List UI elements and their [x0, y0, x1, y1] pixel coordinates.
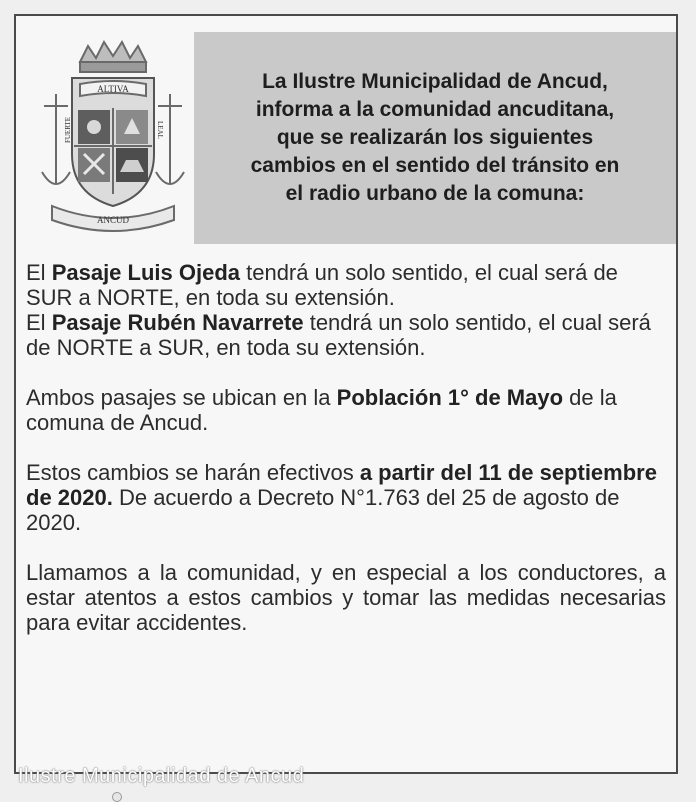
announcement-line: La Ilustre Municipalidad de Ancud, [262, 70, 608, 93]
paragraph-ruben-navarrete [26, 310, 666, 360]
paragraph-effective-date [26, 460, 666, 535]
text-span: El [26, 260, 52, 285]
neighborhood-name: Población 1° de Mayo [336, 385, 564, 410]
announcement-line: el radio urbano de la comuna: [285, 182, 585, 205]
street-name: Pasaje Luis Ojeda [51, 260, 240, 285]
motto-top-text: ALTIVA [97, 84, 129, 94]
text-span: tendrá un solo sentido, el cual será de SUR a NORTE, en toda su extensión. [26, 260, 618, 310]
footer-dot-icon [112, 792, 122, 802]
motto-right-text: LEAL [156, 121, 164, 139]
announcement-line: cambios en el sentido del tránsito en [250, 154, 620, 177]
effective-date: a partir del 11 de septiembre de 2020. [26, 460, 657, 510]
text-span: Estos cambios se harán efectivos [26, 460, 360, 485]
announcement-text [251, 68, 620, 208]
text-span: de la comuna de Ancud. [26, 385, 617, 435]
ancud-coat-of-arms [34, 34, 192, 239]
street-name: Pasaje Rubén Navarrete [51, 310, 304, 335]
text-span: El [26, 310, 52, 335]
city-scroll-text: ANCUD [96, 215, 130, 225]
motto-left-text: FUERTE [64, 116, 72, 144]
footer-caption: Ilustre Municipalidad de Ancud [18, 765, 305, 787]
announcement-box [194, 32, 676, 244]
announcement-line: informa a la comunidad ancuditana, [255, 98, 615, 121]
text-span: Ambos pasajes se ubican en la [26, 385, 337, 410]
notice-header [16, 16, 676, 246]
text-span: De acuerdo a Decreto N°1.763 del 25 de agosto de 2020. [26, 485, 620, 535]
notice-frame [14, 14, 678, 774]
paragraph-luis-ojeda [26, 260, 666, 310]
paragraph-location [26, 385, 666, 435]
notice-body [26, 260, 666, 635]
paragraph-call-to-action: Llamamos a la comunidad, y en especial a los conductores, a estar atentos a estos cambios y tomar las medidas necesarias para evitar accidentes. [26, 560, 666, 635]
announcement-line: que se realizarán los siguientes [276, 126, 594, 149]
text-span: tendrá un solo sentido, el cual será de NORTE a SUR, en toda su extensión. [26, 310, 651, 360]
